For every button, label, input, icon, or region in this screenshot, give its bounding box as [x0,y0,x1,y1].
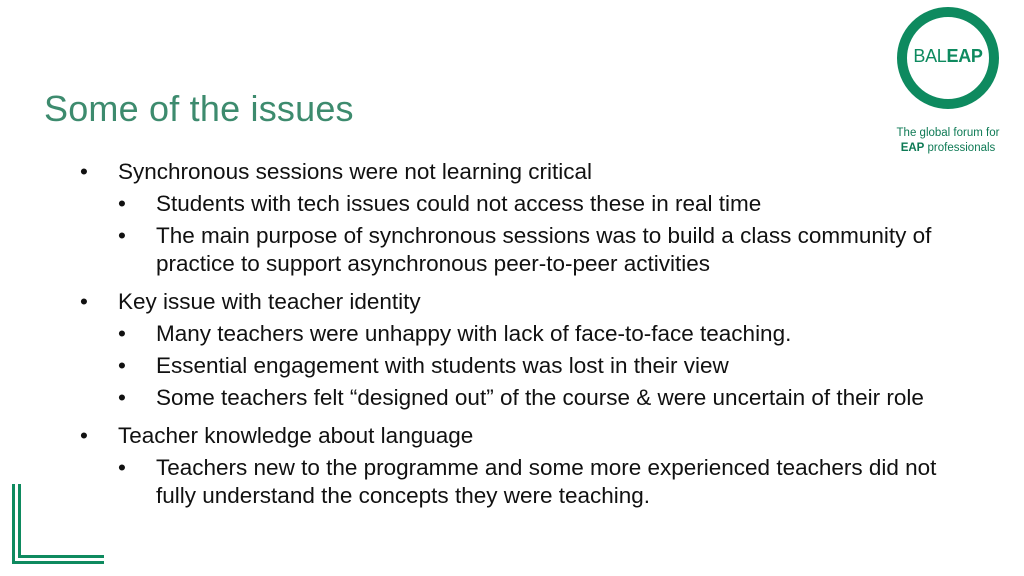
tagline-line-1: The global forum for [896,127,1000,139]
sub-bullet-item [118,222,980,278]
sub-bullet-list [118,320,980,412]
baleap-tagline [884,126,1012,156]
sub-bullet-marker: • [118,385,126,410]
baleap-logo-wordmark: BALEAP [913,46,983,66]
sub-bullet-marker: • [118,353,126,378]
sub-bullet-item [118,454,980,510]
slide-body [80,158,980,520]
corner-bracket-decoration [12,484,104,564]
sub-bullet-text: Teachers new to the programme and some more experienced teachers did not fully understand the concepts they were teaching. [156,455,937,508]
tagline-line-2: EAP professionals [900,142,996,154]
sub-bullet-text: Many teachers were unhappy with lack of face-to-face teaching. [156,321,792,346]
bullet-text: Key issue with teacher identity [118,289,421,314]
bullet-text: Synchronous sessions were not learning critical [118,159,592,184]
bullet-item-teacher-identity [80,288,980,412]
sub-bullet-item [118,320,980,348]
sub-bullet-marker: • [118,455,126,480]
sub-bullet-text: Some teachers felt “designed out” of the course & were uncertain of their role [156,385,924,410]
sub-bullet-list [118,454,980,510]
sub-bullet-marker: • [118,191,126,216]
sub-bullet-list [118,190,980,278]
bullet-item-teacher-knowledge [80,422,980,510]
bullet-marker: • [80,159,88,184]
sub-bullet-item [118,384,980,412]
sub-bullet-item [118,190,980,218]
sub-bullet-item [118,352,980,380]
baleap-logo [884,6,1012,156]
sub-bullet-marker: • [118,223,126,248]
bullet-marker: • [80,423,88,448]
sub-bullet-text: Students with tech issues could not access these in real time [156,191,762,216]
sub-bullet-marker: • [118,321,126,346]
bullet-text: Teacher knowledge about language [118,423,474,448]
bullet-item-synchronous [80,158,980,278]
sub-bullet-text: Essential engagement with students was lost in their view [156,353,729,378]
sub-bullet-text: The main purpose of synchronous sessions was to build a class community of practice to support asynchronous peer-to-peer activities [156,223,932,276]
slide-title: Some of the issues [44,88,354,129]
bullet-list [80,158,980,510]
bullet-marker: • [80,289,88,314]
